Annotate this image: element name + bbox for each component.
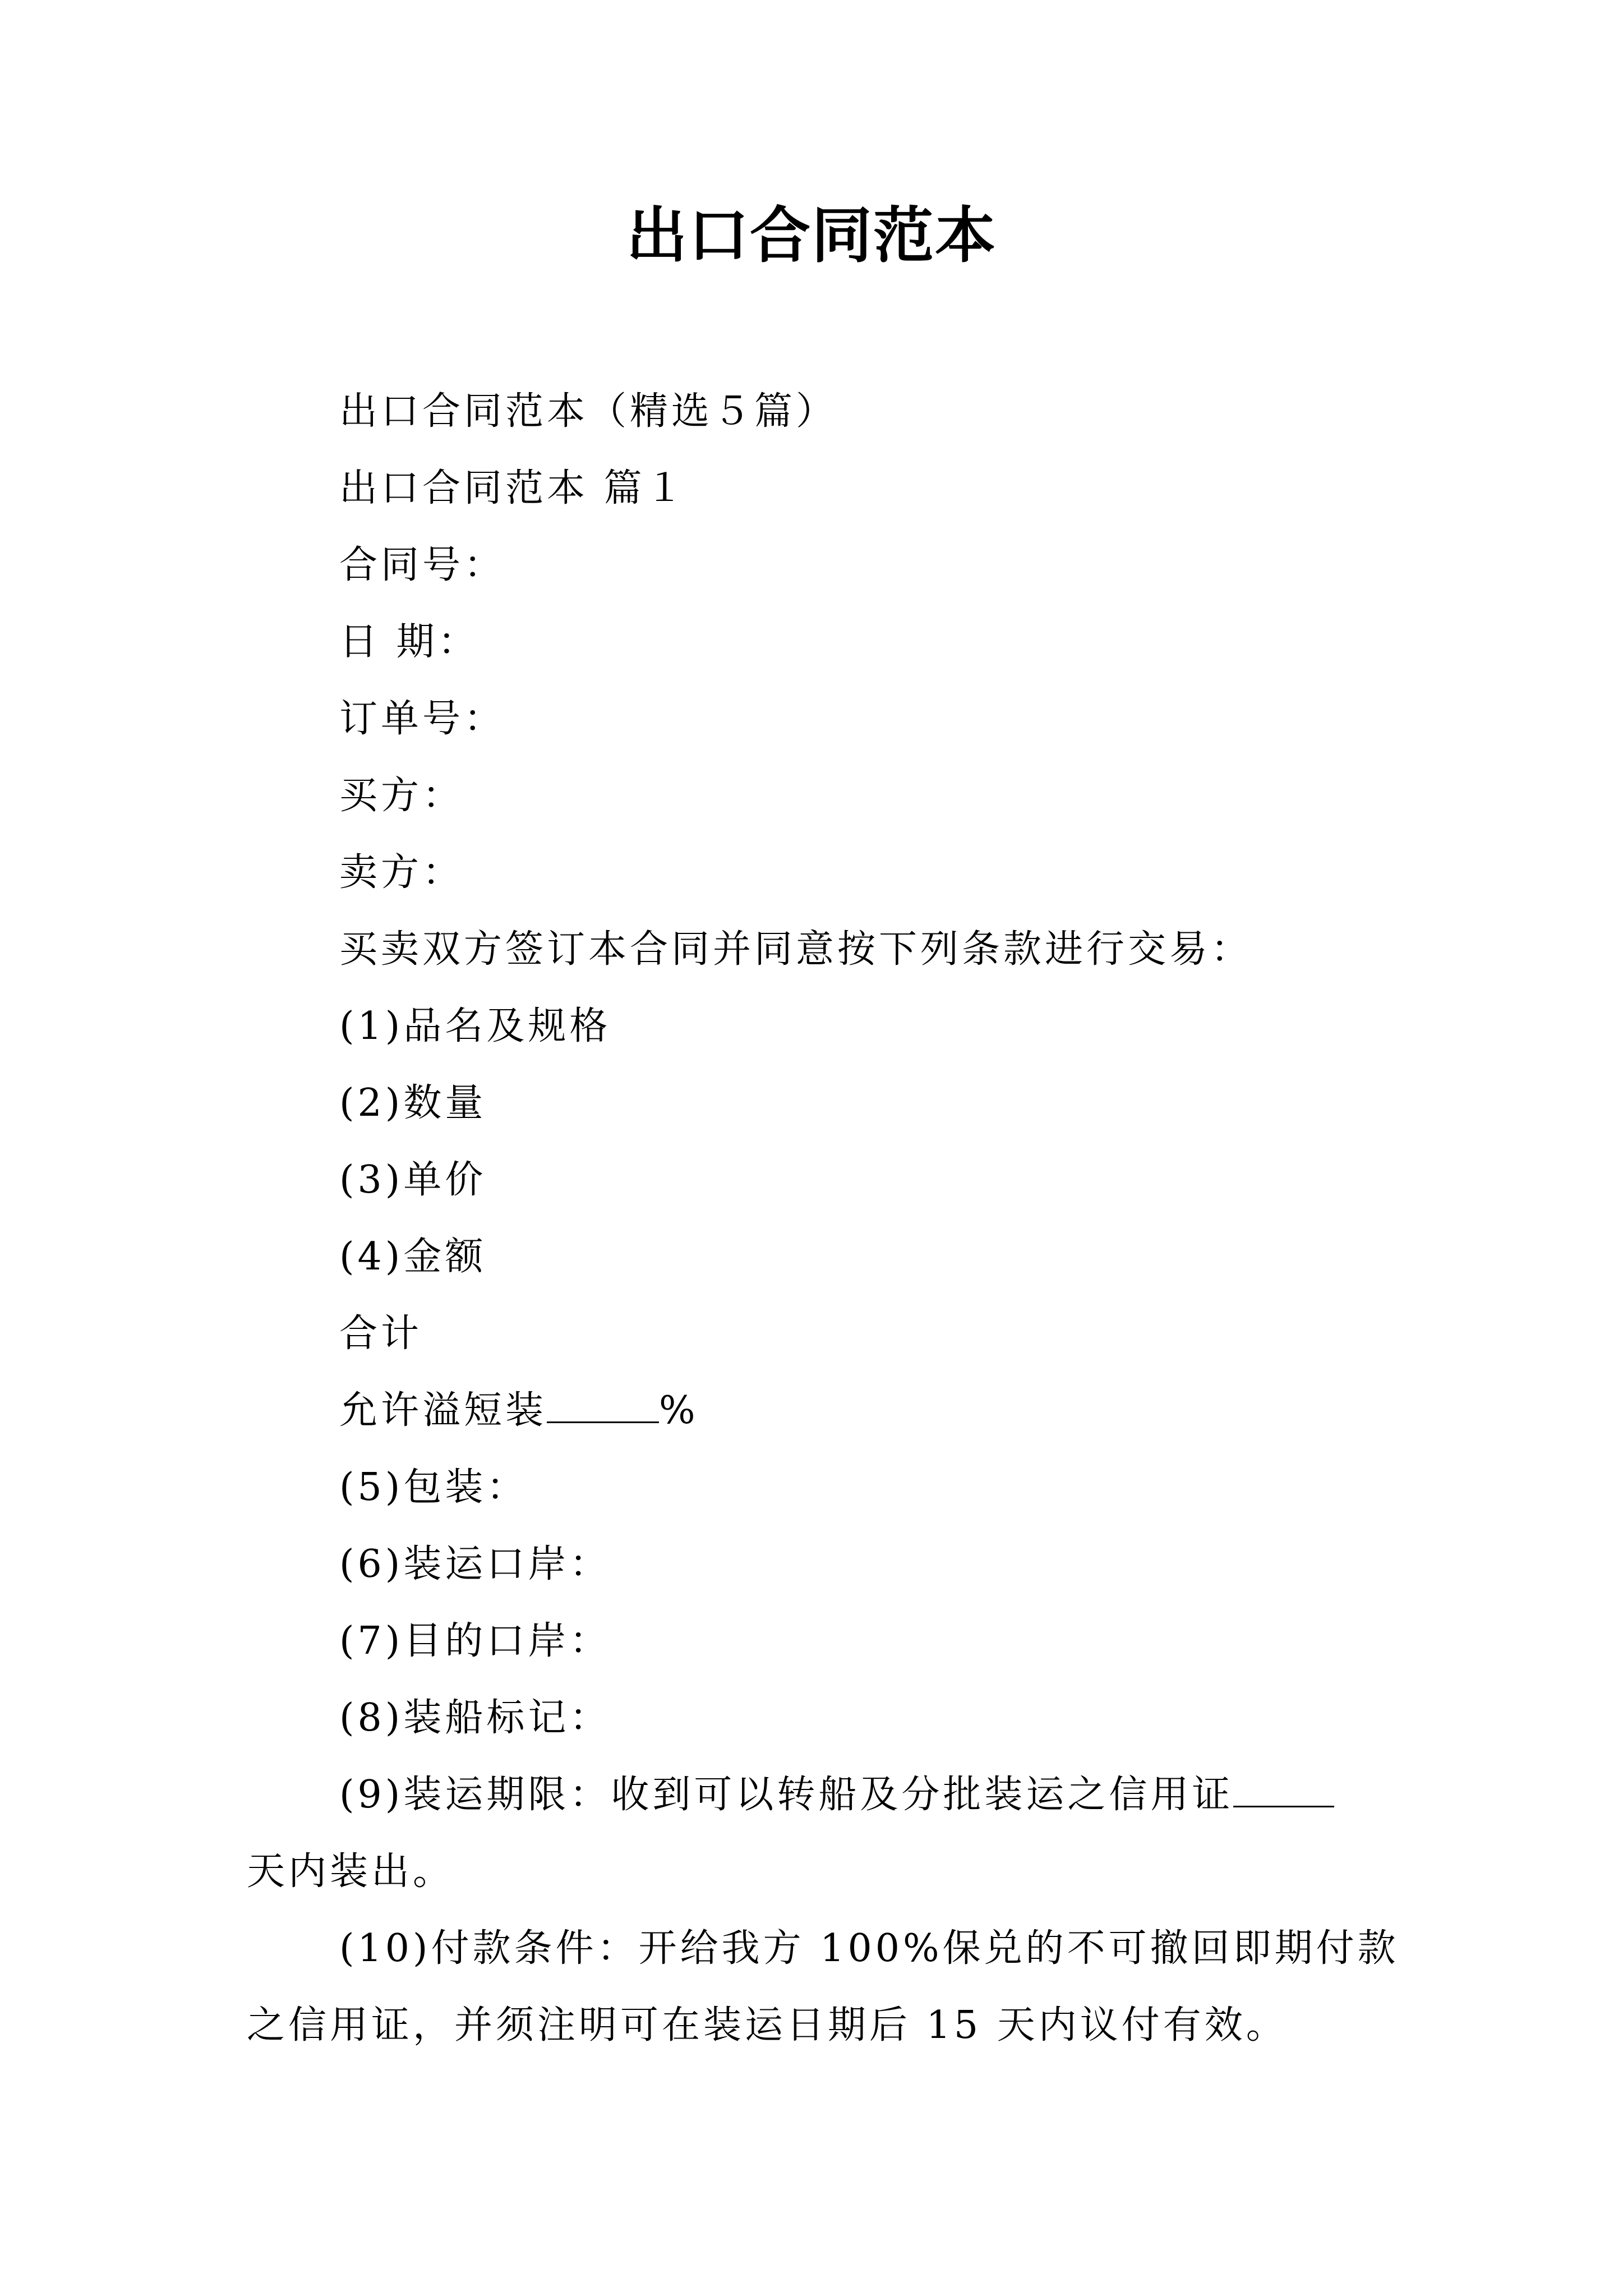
total-line: 合计 (339, 1312, 423, 1356)
clause-destination-port: (7)目的口岸： (339, 1619, 611, 1663)
document-body (247, 373, 1399, 2064)
clause-loading-port: (6)装运口岸： (339, 1542, 611, 1586)
tolerance-percent: % (659, 1388, 699, 1433)
order-number-field: 订单号： (339, 697, 506, 741)
seller-field: 卖方： (339, 850, 464, 895)
clause-payment-terms (247, 1910, 1399, 2064)
clause-unit-price: (3)单价 (339, 1158, 487, 1202)
date-field: 日 期： (339, 620, 479, 664)
tolerance-line (247, 1372, 1380, 1449)
tolerance-label: 允许溢短装 (339, 1388, 547, 1433)
agreement-statement: 买卖双方签订本合同并同意按下列条款进行交易： (339, 927, 1253, 972)
contract-number-field: 合同号： (339, 543, 506, 587)
clause-quantity: (2)数量 (339, 1081, 487, 1125)
payment-terms-line-2: 之信用证，并须注明可在装运日期后 15 天内议付有效。 (247, 2003, 1288, 2047)
clause-product-spec: (1)品名及规格 (339, 1004, 611, 1048)
clause-shipment-period (247, 1756, 1380, 1910)
tolerance-blank (547, 1391, 659, 1423)
payment-terms-line-1: (10)付款条件：开给我方 100%保兑的不可撤回即期付款 (339, 1926, 1399, 1971)
clause-amount: (4)金额 (339, 1235, 487, 1279)
intro-line: 出口合同范本（精选５篇） (339, 389, 838, 434)
buyer-field: 买方： (339, 774, 464, 818)
shipment-period-line-2: 天内装出。 (247, 1849, 455, 1894)
chapter-heading: 出口合同范本 篇１ (339, 466, 687, 510)
clause-shipping-mark: (8)装船标记： (339, 1696, 611, 1740)
shipment-days-blank (1233, 1775, 1334, 1807)
shipment-period-text: (9)装运期限：收到可以转船及分批装运之信用证 (339, 1773, 1234, 1817)
shipment-period-line-1 (339, 1756, 1380, 1833)
clause-packing: (5)包装： (339, 1465, 528, 1510)
document-title: 出口合同范本 (626, 200, 997, 271)
